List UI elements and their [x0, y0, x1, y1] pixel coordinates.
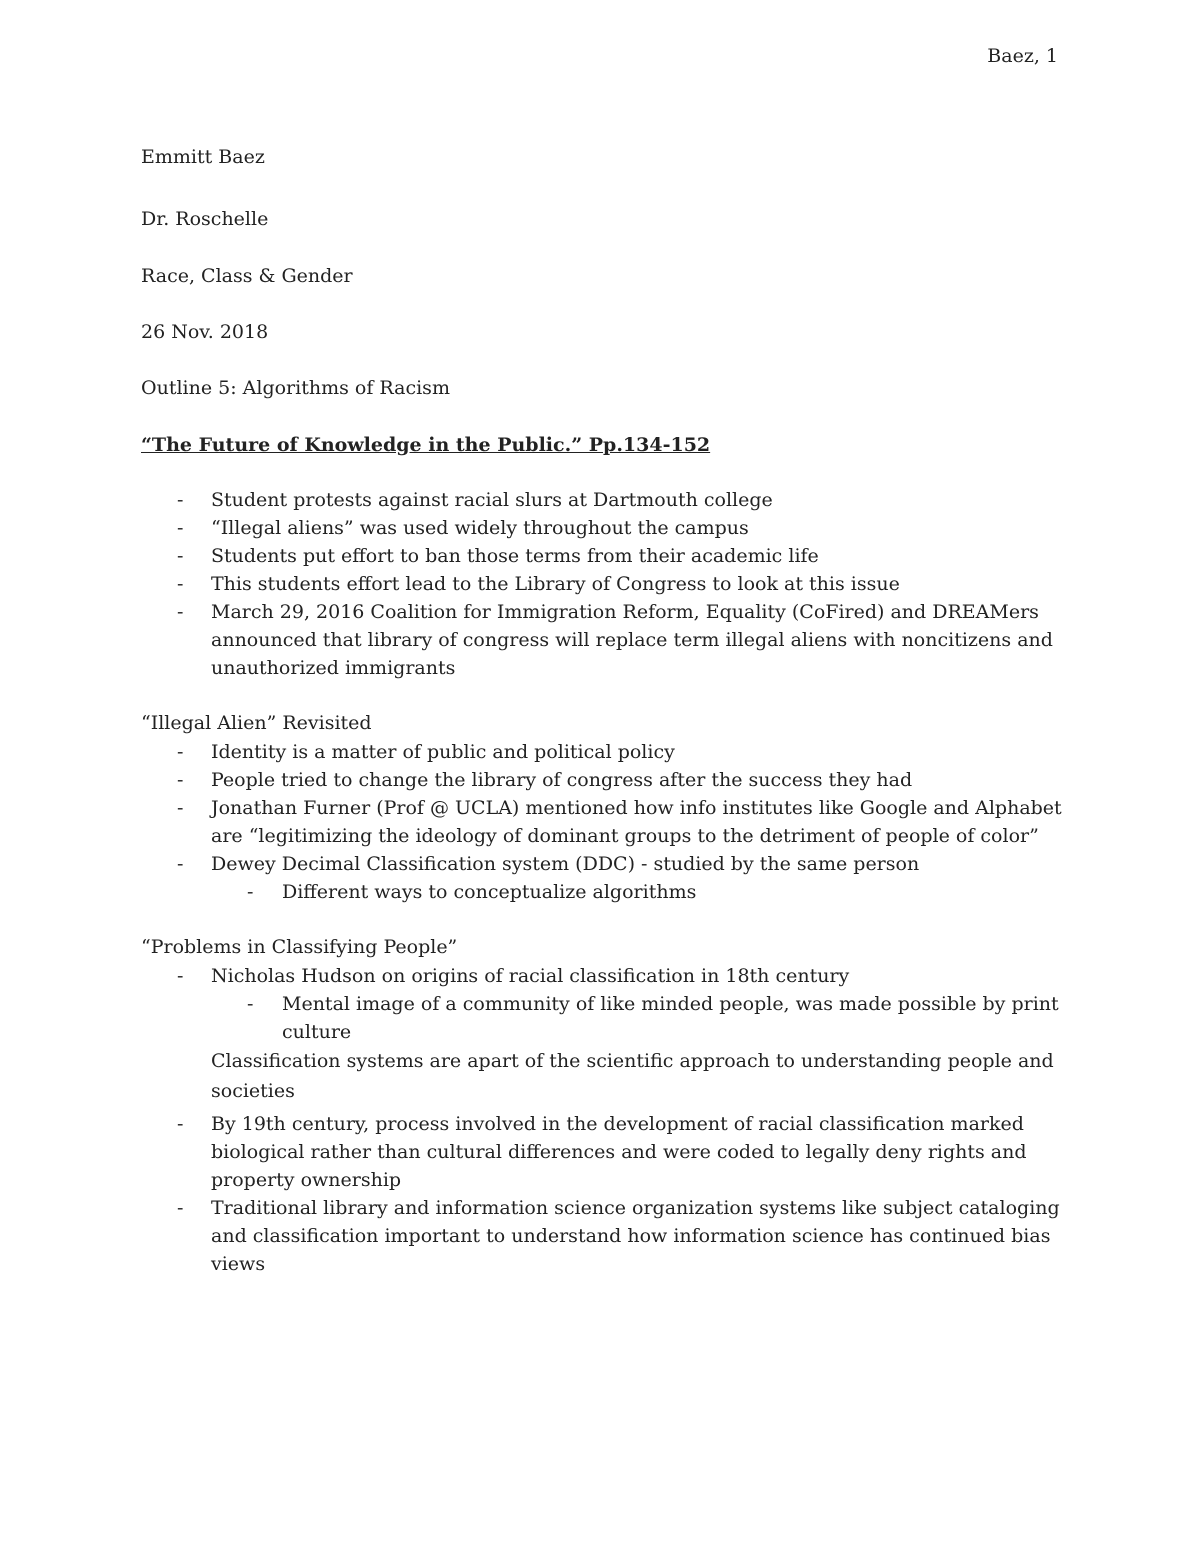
- dash-bullet: -: [177, 1197, 184, 1219]
- section-3-list-b: [141, 1110, 1062, 1278]
- section-1-list-wrapper: [141, 486, 1062, 682]
- list-item: - Identity is a matter of public and political policy: [141, 738, 1062, 766]
- dash-bullet: -: [177, 601, 184, 623]
- list-item: - Student protests against racial slurs at Dartmouth college: [141, 486, 1062, 514]
- list-item: - Nicholas Hudson on origins of racial classification in 18th century: [141, 962, 1062, 990]
- list-item: - “Illegal aliens” was used widely throughout the campus: [141, 514, 1062, 542]
- list-item: - Traditional library and information science organization systems like subject cataloging and classification important to understand how information science has continued bias views: [141, 1194, 1062, 1278]
- list-item: - People tried to change the library of congress after the success they had: [141, 766, 1062, 794]
- dash-bullet: -: [247, 881, 254, 903]
- student-name: Emmitt Baez: [141, 146, 265, 168]
- section-2-title: “Illegal Alien” Revisited: [141, 712, 372, 734]
- dash-bullet: -: [177, 517, 184, 539]
- section-2-list-wrapper: [141, 738, 1062, 906]
- page-header: Baez, 1: [987, 45, 1058, 67]
- list-item: - Dewey Decimal Classification system (DDC) - studied by the same person: [141, 850, 1062, 878]
- instructor-name: Dr. Roschelle: [141, 208, 269, 230]
- dash-bullet: -: [177, 741, 184, 763]
- dash-bullet: -: [177, 545, 184, 567]
- assignment-title: Outline 5: Algorithms of Racism: [141, 377, 450, 399]
- section-3-list-wrapper: [141, 962, 1062, 1278]
- section-3-title: “Problems in Classifying People”: [141, 936, 458, 958]
- list-item: - Students put effort to ban those terms from their academic life: [141, 542, 1062, 570]
- section-2-list: [141, 738, 1062, 878]
- dash-bullet: -: [247, 993, 254, 1015]
- list-item: - March 29, 2016 Coalition for Immigration Reform, Equality (CoFired) and DREAMers announced that library of congress will replace term illegal aliens with noncitizens and unauthorized immigrants: [141, 598, 1062, 682]
- section-3-sublist: [141, 990, 1062, 1046]
- section-1-list: [141, 486, 1062, 682]
- course-name: Race, Class & Gender: [141, 265, 353, 287]
- list-item: - Jonathan Furner (Prof @ UCLA) mentioned how info institutes like Google and Alphabet are “legitimizing the ideology of dominant groups to the detriment of people of color”: [141, 794, 1062, 850]
- date: 26 Nov. 2018: [141, 321, 269, 343]
- dash-bullet: -: [177, 1113, 184, 1135]
- classification-paragraph: Classification systems are apart of the scientific approach to understanding people and societies: [211, 1050, 1054, 1102]
- dash-bullet: -: [177, 965, 184, 987]
- dash-bullet: -: [177, 853, 184, 875]
- dash-bullet: -: [177, 769, 184, 791]
- section-2-sublist: [141, 878, 1062, 906]
- list-item: - Different ways to conceptualize algorithms: [141, 878, 1062, 906]
- section-3-list-a: [141, 962, 1062, 990]
- list-item: - Mental image of a community of like minded people, was made possible by print culture: [141, 990, 1062, 1046]
- list-item: - This students effort lead to the Library of Congress to look at this issue: [141, 570, 1062, 598]
- dash-bullet: -: [177, 797, 184, 819]
- dash-bullet: -: [177, 489, 184, 511]
- section-1-title: “The Future of Knowledge in the Public.” Pp.134-152: [141, 434, 711, 456]
- dash-bullet: -: [177, 573, 184, 595]
- list-item: - By 19th century, process involved in the development of racial classification marked biological rather than cultural differences and were coded to legally deny rights and property ownership: [141, 1110, 1062, 1194]
